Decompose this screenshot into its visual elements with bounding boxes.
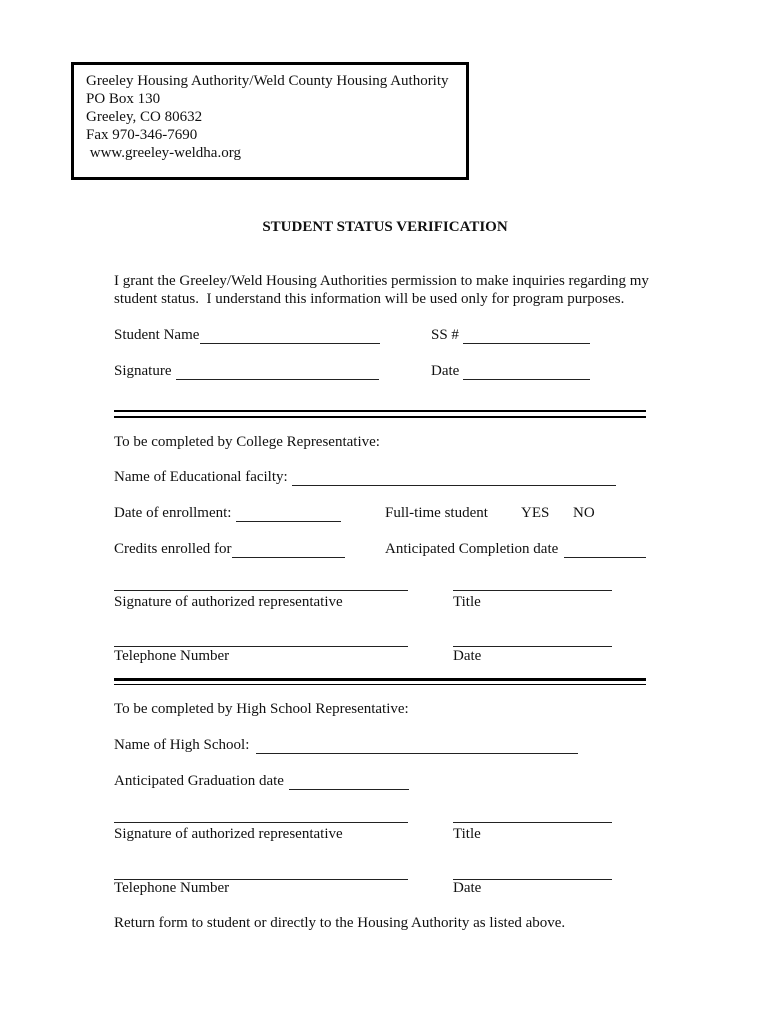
ss-field[interactable] [463, 343, 590, 344]
hs-title-field[interactable] [453, 822, 612, 823]
hs-phone-label: Telephone Number [114, 880, 230, 896]
student-signature-field[interactable] [176, 379, 379, 380]
consent-line-1: I grant the Greeley/Weld Housing Authorities permission to make inquiries regarding my [114, 273, 649, 289]
section-divider-1 [114, 410, 646, 418]
completion-date-field[interactable] [564, 557, 646, 558]
high-school-heading: To be completed by High School Representative: [114, 701, 409, 717]
return-instructions: Return form to student or directly to the Housing Authority as listed above. [114, 915, 566, 931]
educational-facility-label: Name of Educational facilty: [114, 469, 288, 485]
high-school-name-label: Name of High School: [114, 737, 250, 753]
agency-city: Greeley, CO 80632 [86, 109, 203, 125]
student-name-field[interactable] [200, 343, 380, 344]
agency-po-box: PO Box 130 [86, 91, 161, 107]
college-phone-label: Telephone Number [114, 648, 230, 664]
college-signature-label: Signature of authorized representative [114, 594, 343, 610]
credits-enrolled-field[interactable] [232, 557, 345, 558]
hs-title-label: Title [453, 826, 481, 842]
enrollment-date-label: Date of enrollment: [114, 505, 232, 521]
agency-name: Greeley Housing Authority/Weld County Housing Authority [86, 73, 449, 89]
section-divider-2 [114, 678, 646, 685]
consent-line-2: student status. I understand this information will be used only for program purposes. [114, 291, 625, 307]
student-date-field[interactable] [463, 379, 590, 380]
hs-signature-label: Signature of authorized representative [114, 826, 343, 842]
college-date-field[interactable] [453, 646, 612, 647]
student-name-label: Student Name [114, 327, 200, 343]
hs-signature-field[interactable] [114, 822, 408, 823]
college-signature-field[interactable] [114, 590, 408, 591]
hs-date-label: Date [453, 880, 482, 896]
credits-enrolled-label: Credits enrolled for [114, 541, 232, 557]
completion-date-label: Anticipated Completion date [385, 541, 559, 557]
form-title: STUDENT STATUS VERIFICATION [262, 219, 508, 235]
college-phone-field[interactable] [114, 646, 408, 647]
agency-website: www.greeley-weldha.org [86, 145, 241, 161]
fulltime-yes-option[interactable]: YES [521, 505, 550, 521]
college-title-field[interactable] [453, 590, 612, 591]
fulltime-no-option[interactable]: NO [573, 505, 595, 521]
college-title-label: Title [453, 594, 481, 610]
agency-address-box [71, 62, 469, 180]
enrollment-date-field[interactable] [236, 521, 341, 522]
educational-facility-field[interactable] [292, 485, 616, 486]
college-heading: To be completed by College Representative: [114, 434, 380, 450]
fulltime-student-label: Full-time student [385, 505, 488, 521]
college-date-label: Date [453, 648, 482, 664]
ss-label: SS # [431, 327, 459, 343]
high-school-name-field[interactable] [256, 753, 578, 754]
student-date-label: Date [431, 363, 460, 379]
graduation-date-label: Anticipated Graduation date [114, 773, 284, 789]
student-signature-label: Signature [114, 363, 172, 379]
agency-fax: Fax 970-346-7690 [86, 127, 198, 143]
graduation-date-field[interactable] [289, 789, 409, 790]
